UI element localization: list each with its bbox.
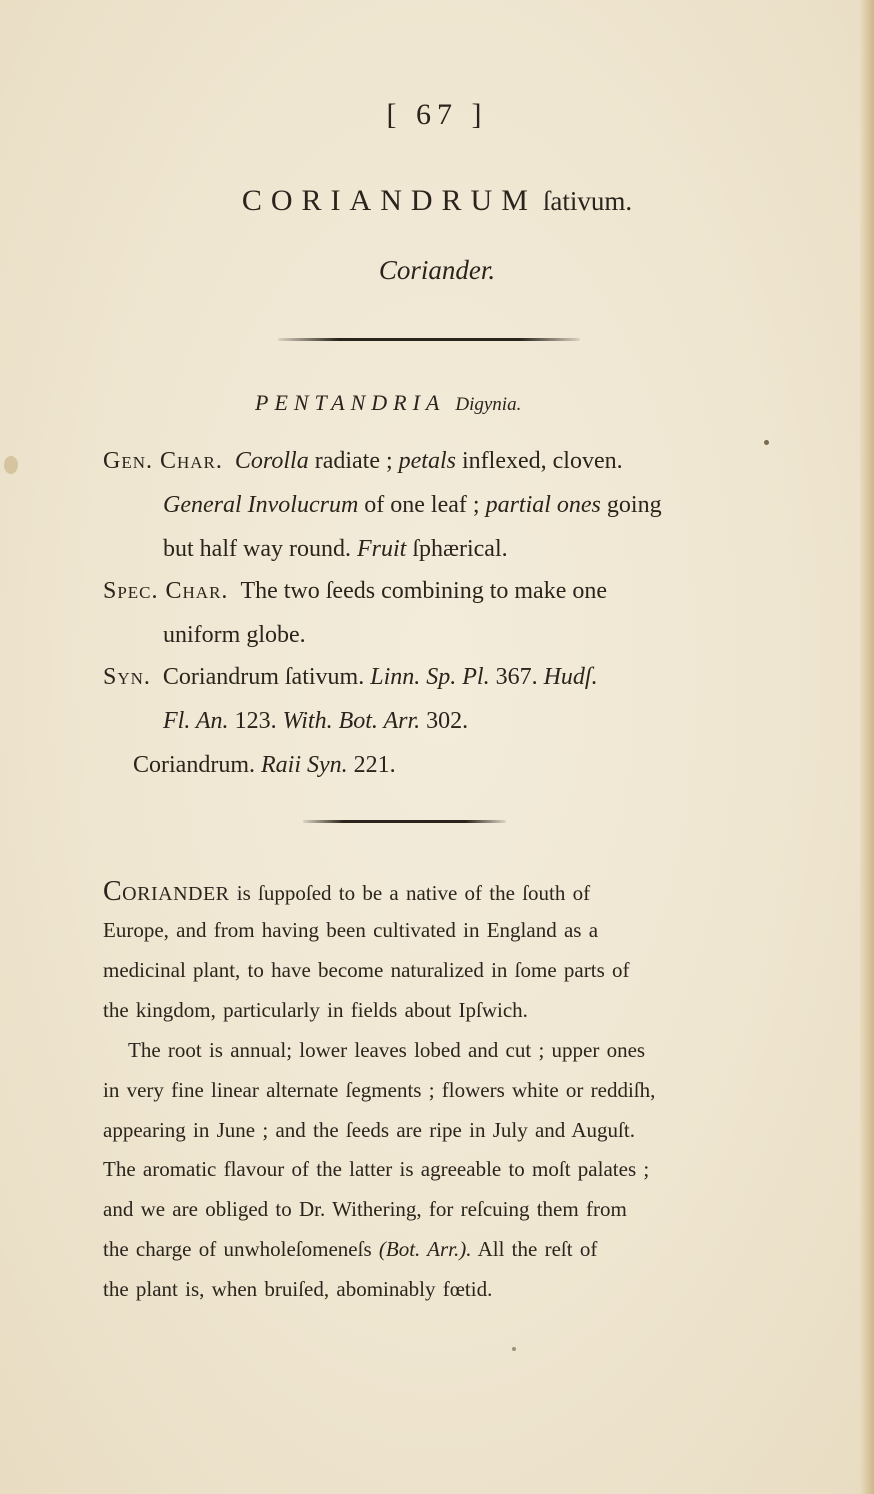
text-run: Coriandrum ſativum. <box>162 664 371 690</box>
text-run: Hudſ. <box>543 664 598 690</box>
gen-char-line-3 <box>163 536 508 563</box>
paper-spot <box>4 456 18 474</box>
para1-line-1-text: is ſuppoſed to be a native of the ſouth of <box>229 881 591 905</box>
paper-spot <box>512 1347 516 1351</box>
syn-line-2 <box>163 708 468 735</box>
text-run: All the reſt of <box>471 1237 598 1261</box>
text-run: 302. <box>420 708 469 734</box>
para2-line-6 <box>103 1237 597 1262</box>
page-number: [ 67 ] <box>386 98 488 131</box>
text-run: 221. <box>347 752 396 778</box>
species-name: ſativum. <box>542 186 633 216</box>
plant-title <box>0 184 874 218</box>
text-run: ſphærical. <box>406 536 508 562</box>
text-run: (Bot. Arr.). <box>378 1237 472 1261</box>
para1-line-1 <box>103 876 590 908</box>
para2-line-3: appearing in June ; and the ſeeds are ripe in July and Auguſt. <box>103 1118 635 1142</box>
text-run: With. Bot. Arr. <box>282 708 421 734</box>
text-run: going <box>600 492 662 518</box>
classification <box>255 390 521 416</box>
text-run: Fl. An. <box>163 708 229 734</box>
para2-line-1: The root is annual; lower leaves lobed and cut ; upper ones <box>128 1038 646 1062</box>
para2-line-5: and we are obliged to Dr. Withering, for reſcuing them from <box>103 1197 627 1221</box>
text-run: 367. <box>489 664 544 690</box>
text-run: Corolla <box>234 448 309 474</box>
text-run: 123. <box>228 708 283 734</box>
para1-line-3: medicinal plant, to have become naturalized in ſome parts of <box>103 958 630 982</box>
page-edge <box>860 0 874 1494</box>
divider-top <box>278 338 580 341</box>
para2-line-2: in very fine linear alternate ſegments ; flowers white or reddiſh, <box>103 1078 656 1102</box>
common-name: Coriander. <box>378 255 496 285</box>
genus-name: CORIANDRUM <box>241 184 537 217</box>
gen-char-text-1 <box>235 448 623 474</box>
para1-line-4: the kingdom, particularly in fields about Ipſwich. <box>103 998 528 1022</box>
para2-line-7: the plant is, when bruiſed, abominably fœtid. <box>103 1277 493 1301</box>
text-run: the charge of unwholeſomeneſs <box>103 1237 379 1261</box>
text-run: Raii Syn. <box>260 752 348 778</box>
text-run: partial ones <box>485 492 601 518</box>
spec-char-label: Spec. Char. <box>103 578 229 604</box>
text-run: inflexed, cloven. <box>455 448 623 474</box>
syn-label: Syn. <box>103 664 151 690</box>
gen-char-label: Gen. Char. <box>103 448 223 474</box>
text-run: of one leaf ; <box>358 492 486 518</box>
text-run: Coriandrum. <box>133 752 261 778</box>
syn-text-1 <box>163 664 598 690</box>
text-run: petals <box>398 448 456 474</box>
text-run: Linn. Sp. Pl. <box>370 664 490 690</box>
paper-spot <box>764 440 769 445</box>
text-run: but half way round. <box>163 536 357 562</box>
para2-line-4: The aromatic flavour of the latter is agreeable to moſt palates ; <box>103 1157 650 1181</box>
spec-char-text-1: The two ſeeds combining to make one <box>240 578 608 604</box>
gen-char-line-1 <box>103 448 623 475</box>
spec-char-line-1 <box>103 578 607 605</box>
divider-middle <box>303 820 506 823</box>
drop-word: Coriander <box>103 876 230 907</box>
gen-char-line-2 <box>163 492 662 519</box>
syn-line-3 <box>133 752 396 779</box>
class-name: PENTANDRIA <box>255 390 446 415</box>
text-run: radiate ; <box>308 448 399 474</box>
order-name: Digynia. <box>455 394 522 415</box>
spec-char-line-2: uniform globe. <box>163 622 306 648</box>
text-run: Fruit <box>356 536 407 562</box>
text-run: General Involucrum <box>163 492 359 518</box>
syn-line-1 <box>103 664 598 691</box>
para1-line-2: Europe, and from having been cultivated in England as a <box>103 918 599 942</box>
